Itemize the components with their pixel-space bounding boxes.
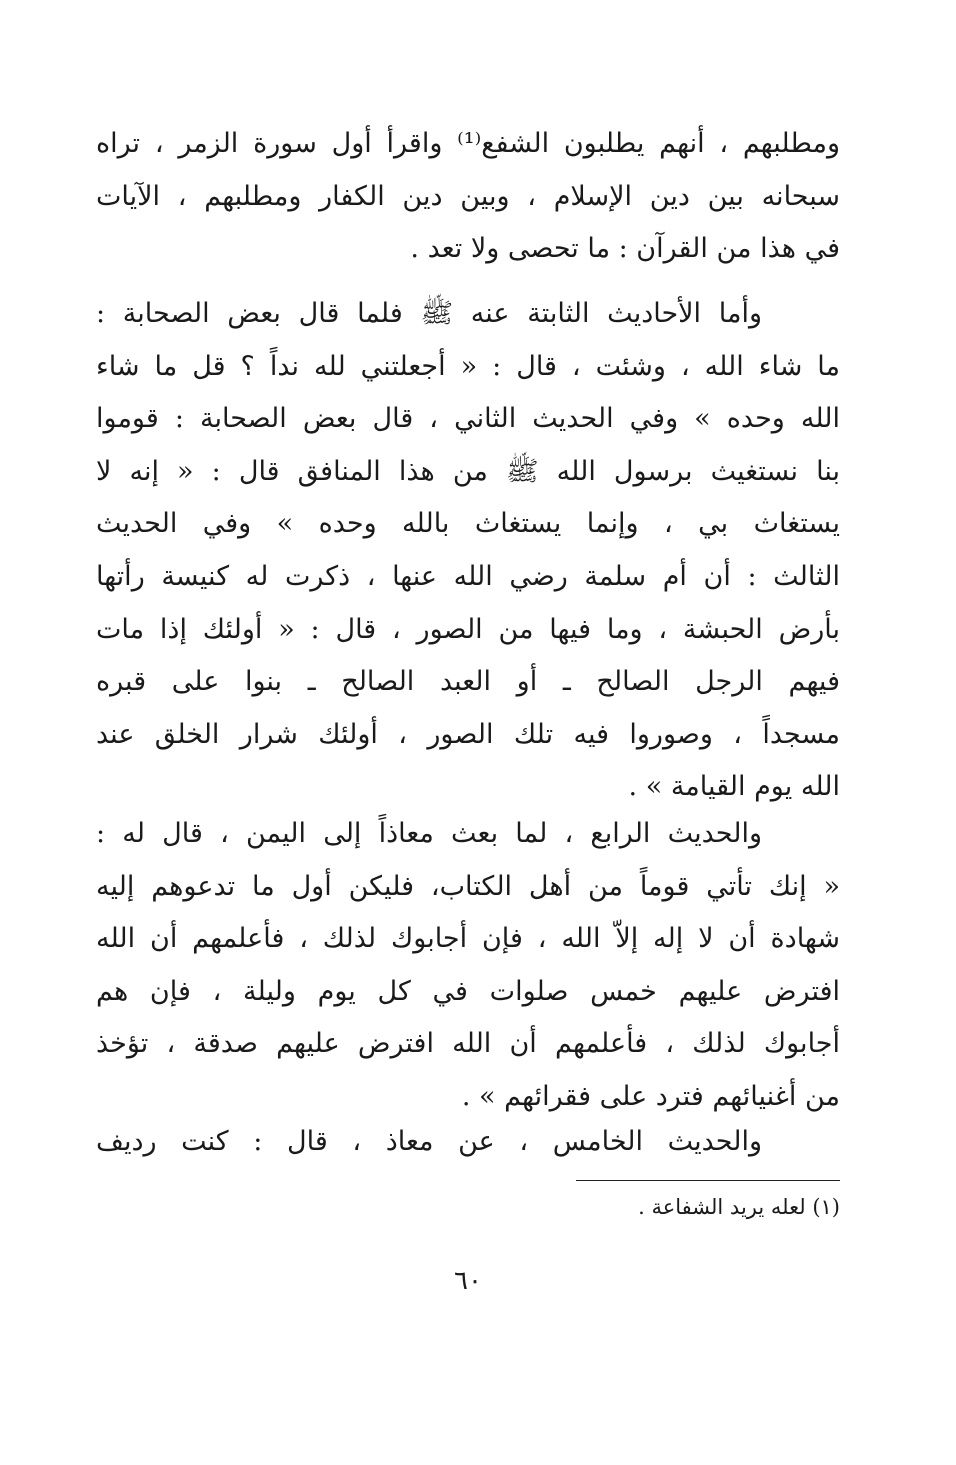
text-line: الثالث : أن أم سلمة رضي الله عنها ، ذكرت له كنيسة رأتها <box>96 560 840 592</box>
text-line: فيهم الرجل الصالح ـ أو العبد الصالح ـ بنوا على قبره <box>96 666 840 698</box>
paragraph-3 <box>96 808 840 1124</box>
text-line: من أغنيائهم فترد على فقرائهم » . <box>461 1080 840 1112</box>
text-line: سبحانه بين دين الإسلام ، وبين دين الكفار ومطلبهم ، الآيات <box>96 180 840 212</box>
text-line: افترض عليهم خمس صلوات في كل يوم وليلة ، فإن هم <box>96 975 840 1007</box>
text-line: في هذا من القرآن : ما تحصى ولا تعد . <box>410 233 840 265</box>
document-page <box>96 118 840 1418</box>
text-line: مسجداً ، وصوروا فيه تلك الصور ، أولئك شرار الخلق عند <box>96 718 840 750</box>
page-number: ٦٠ <box>454 1266 482 1296</box>
text-line: أجابوك لذلك ، فأعلمهم أن الله افترض عليهم صدقة ، تؤخذ <box>96 1028 840 1060</box>
text-line: بنا نستغيث برسول الله ﷺ من هذا المنافق قال : « إنه لا <box>96 455 840 487</box>
text-line: يستغاث بي ، وإنما يستغاث بالله وحده » وفي الحديث <box>96 508 840 540</box>
footnote-divider <box>576 1180 840 1181</box>
text-line: « إنك تأتي قوماً من أهل الكتاب، فليكن أول ما تدعوهم إليه <box>96 870 840 902</box>
text-line: بأرض الحبشة ، وما فيها من الصور ، قال : « أولئك إذا مات <box>96 613 840 645</box>
paragraph-2 <box>96 288 840 814</box>
text-line: ومطلبهم ، أنهم يطلبون الشفع⁽¹⁾ واقرأ أول سورة الزمر ، تراه <box>96 128 840 159</box>
footnote: (١) لعله يريد الشفاعة . <box>638 1195 840 1219</box>
text-line: والحديث الرابع ، لما بعث معاذاً إلى اليمن ، قال له : <box>96 818 762 849</box>
paragraph-4 <box>96 1116 840 1169</box>
text-line: شهادة أن لا إله إلاّ الله ، فإن أجابوك لذلك ، فأعلمهم أن الله <box>96 923 840 955</box>
text-line: الله يوم القيامة » . <box>628 771 840 803</box>
paragraph-1 <box>96 118 840 276</box>
text-line: الله وحده » وفي الحديث الثاني ، قال بعض الصحابة : قوموا <box>96 403 840 435</box>
text-line: والحديث الخامس ، عن معاذ ، قال : كنت رديف <box>96 1126 762 1157</box>
text-line: ما شاء الله ، وشئت ، قال : « أجعلتني لله نداً ؟ قل ما شاء <box>96 350 840 382</box>
text-line: وأما الأحاديث الثابتة عنه ﷺ فلما قال بعض الصحابة : <box>96 298 762 329</box>
